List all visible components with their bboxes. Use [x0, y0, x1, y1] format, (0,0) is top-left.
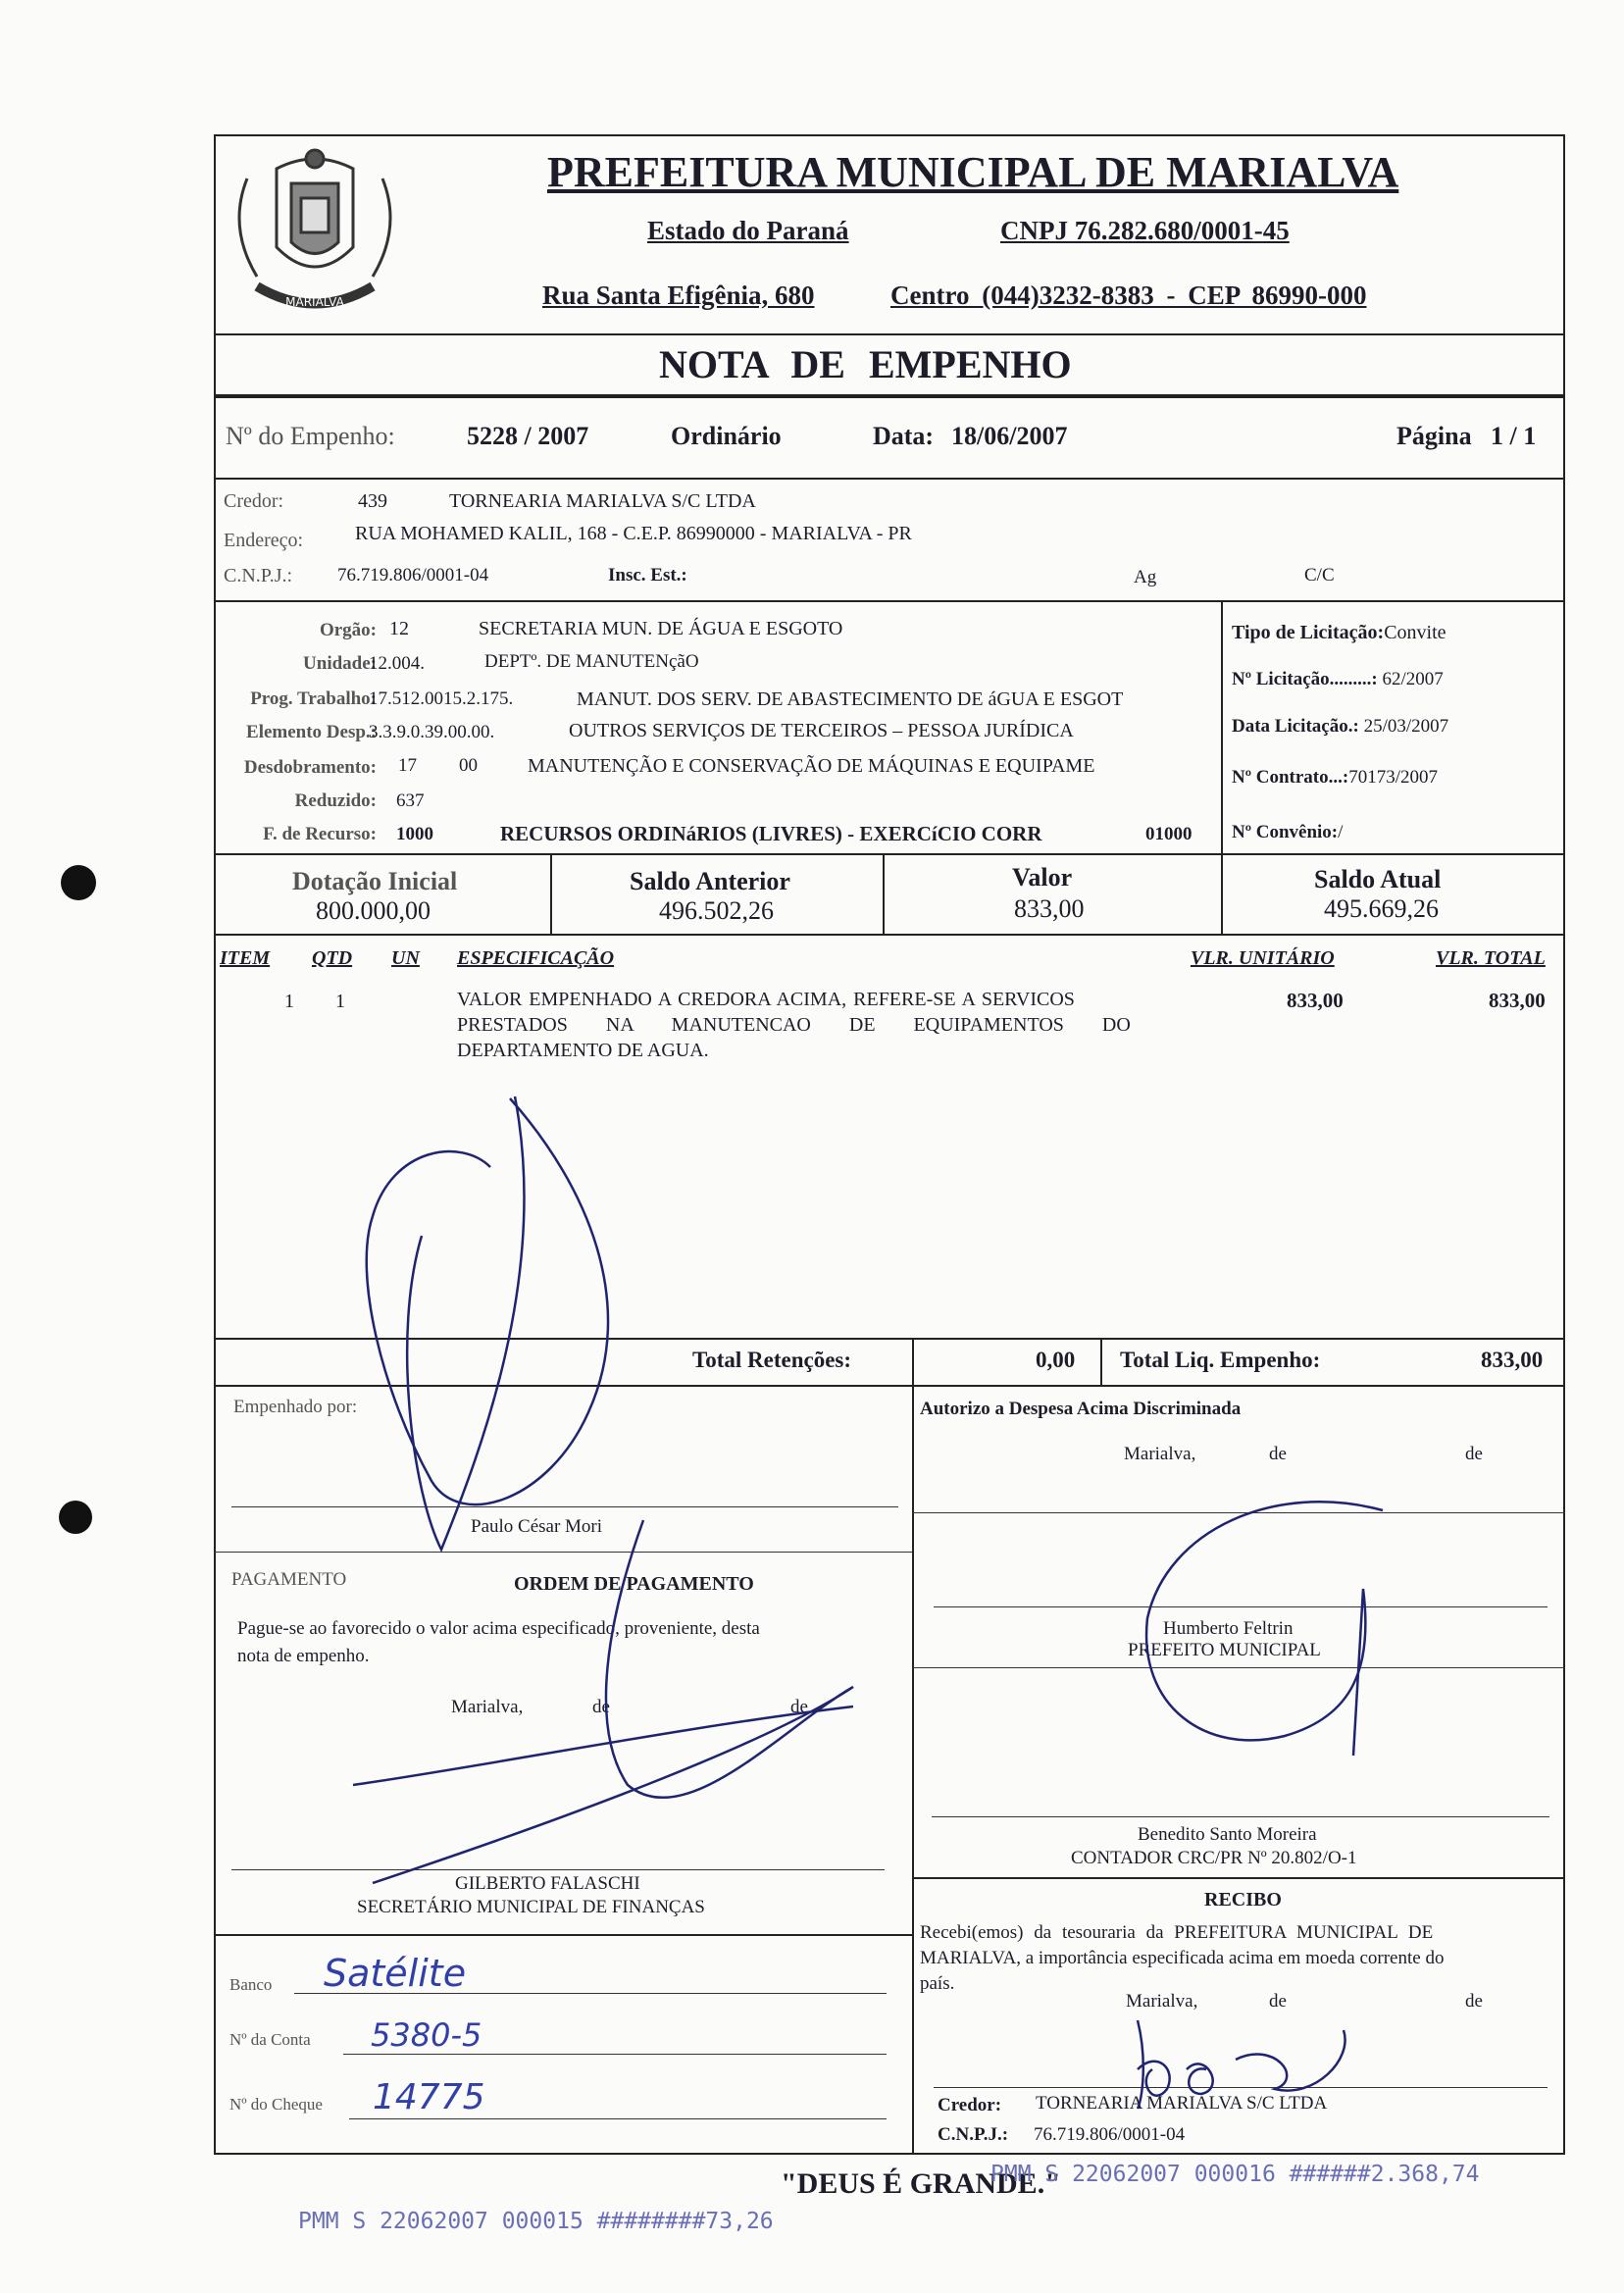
contador-name: Benedito Santo Moreira: [1138, 1824, 1317, 1845]
liq-label: Total Liq. Empenho:: [1120, 1348, 1321, 1372]
credor-label: Credor:: [224, 490, 284, 512]
aut-de-2: de: [1465, 1444, 1483, 1464]
valor-value: 833,00: [1014, 894, 1085, 923]
credor-code: 439: [358, 490, 387, 512]
recibo-credor-label: Credor:: [938, 2095, 1002, 2115]
conta-value: 5380-5: [371, 2016, 482, 2054]
aut-marialva: Marialva,: [1124, 1444, 1196, 1464]
banco-label: Banco: [229, 1975, 273, 1994]
empenhado-por-label: Empenhado por:: [233, 1397, 358, 1417]
document-title: NOTA DE EMPENHO: [659, 342, 1072, 386]
col-item: ITEM: [220, 947, 271, 969]
pag-marialva: Marialva,: [451, 1697, 524, 1717]
binder-hole: [61, 865, 96, 900]
pagamento-label: PAGAMENTO: [231, 1569, 347, 1590]
pag-de-2: de: [790, 1697, 808, 1717]
col-un: UN: [391, 947, 420, 969]
prefeito-name: Humberto Feltrin: [1163, 1618, 1294, 1639]
endereco-label: Endereço:: [224, 530, 304, 551]
saldo-atual-label: Saldo Atual: [1314, 865, 1442, 893]
banco-value: Satélite: [324, 1952, 467, 1995]
recibo-text-1: Recebi(emos) da tesouraria da PREFEITURA MUNICIPAL DE: [920, 1922, 1434, 1943]
page-label: Página: [1396, 422, 1472, 450]
retencoes-value: 0,00: [1036, 1348, 1076, 1372]
recibo-text-2: MARIALVA, a importância especificada acima em moeda corrente do: [920, 1948, 1445, 1968]
footer-motto: "DEUS É GRANDE.": [781, 2167, 1061, 2200]
insc-label: Insc. Est.:: [608, 565, 687, 586]
saldo-anterior-value: 496.502,26: [659, 896, 774, 925]
header-cnpj: CNPJ 76.282.680/0001-45: [1000, 216, 1290, 245]
saldo-atual-value: 495.669,26: [1324, 894, 1439, 923]
saldo-anterior-label: Saldo Anterior: [630, 867, 790, 895]
credor-endereco: RUA MOHAMED KALIL, 168 - C.E.P. 86990000 - MARIALVA - PR: [355, 523, 912, 544]
binder-hole: [59, 1501, 92, 1534]
prefeito-role: PREFEITO MUNICIPAL: [1128, 1640, 1321, 1660]
secretario-role: SECRETÁRIO MUNICIPAL DE FINANÇAS: [357, 1897, 705, 1917]
pague-text-1: Pague-se ao favorecido o valor acima especificado, proveniente, desta: [237, 1618, 760, 1639]
col-spec: ESPECIFICAÇÃO: [457, 947, 615, 969]
recibo-cnpj: 76.719.806/0001-04: [1034, 2124, 1186, 2145]
recibo-text-3: país.: [920, 1973, 955, 1994]
recibo-marialva: Marialva,: [1126, 1991, 1198, 2012]
pag-de-1: de: [592, 1697, 610, 1717]
empenhado-name: Paulo César Mori: [471, 1516, 603, 1537]
payment-stamp-2: PMM S 22062007 000016 ######2.368,74: [990, 2162, 1480, 2187]
conta-label: Nº da Conta: [229, 2030, 311, 2049]
ordem-pagamento-label: ORDEM DE PAGAMENTO: [514, 1573, 754, 1595]
page-title: PREFEITURA MUNICIPAL DE MARIALVA: [547, 148, 1399, 196]
credor-cnpj: 76.719.806/0001-04: [337, 565, 489, 586]
recibo-de-1: de: [1269, 1991, 1287, 2012]
payment-stamp-1: PMM S 22062007 000015 ########73,26: [298, 2209, 774, 2234]
empenho-number-label: Nº do Empenho:: [226, 422, 395, 450]
recibo-title: RECIBO: [1204, 1889, 1282, 1911]
col-vlr-total: VLR. TOTAL: [1436, 947, 1546, 969]
empenho-kind: Ordinário: [671, 422, 782, 450]
retencoes-label: Total Retenções:: [692, 1348, 852, 1372]
state-label: Estado do Paraná: [647, 216, 849, 245]
secretario-name: GILBERTO FALASCHI: [455, 1873, 640, 1894]
col-qtd: QTD: [312, 947, 353, 969]
cnpj-label: C.N.P.J.:: [224, 565, 293, 586]
cc-label: C/C: [1304, 565, 1335, 586]
page-number: 1 / 1: [1491, 422, 1537, 450]
dotacao-value: 800.000,00: [316, 896, 431, 925]
empenho-date: 18/06/2007: [951, 422, 1068, 450]
liq-value: 833,00: [1481, 1348, 1544, 1372]
empenho-number: 5228 / 2007: [467, 422, 589, 450]
cheque-label: Nº do Cheque: [229, 2095, 323, 2114]
recibo-de-2: de: [1465, 1991, 1483, 2012]
recibo-credor-name: TORNEARIA MARIALVA S/C LTDA: [1036, 2093, 1328, 2114]
header-address: Rua Santa Efigênia, 680: [542, 280, 815, 310]
empenho-date-label: Data:: [873, 422, 935, 450]
autorizo-label: Autorizo a Despesa Acima Discriminada: [920, 1399, 1242, 1419]
contador-role: CONTADOR CRC/PR Nº 20.802/O-1: [1071, 1848, 1357, 1868]
cheque-value: 14775: [373, 2077, 485, 2117]
col-vlr-unit: VLR. UNITÁRIO: [1191, 947, 1335, 969]
pague-text-2: nota de empenho.: [237, 1646, 370, 1666]
recibo-cnpj-label: C.N.P.J.:: [938, 2124, 1009, 2145]
aut-de-1: de: [1269, 1444, 1287, 1464]
valor-label: Valor: [1012, 863, 1073, 892]
header-contact: Centro (044)3232-8383 - CEP 86990-000: [890, 280, 1367, 310]
dotacao-label: Dotação Inicial: [292, 867, 458, 895]
ag-label: Ag: [1134, 567, 1157, 587]
credor-name: TORNEARIA MARIALVA S/C LTDA: [449, 490, 756, 512]
svg-text:MARIALVA: MARIALVA: [285, 295, 344, 309]
